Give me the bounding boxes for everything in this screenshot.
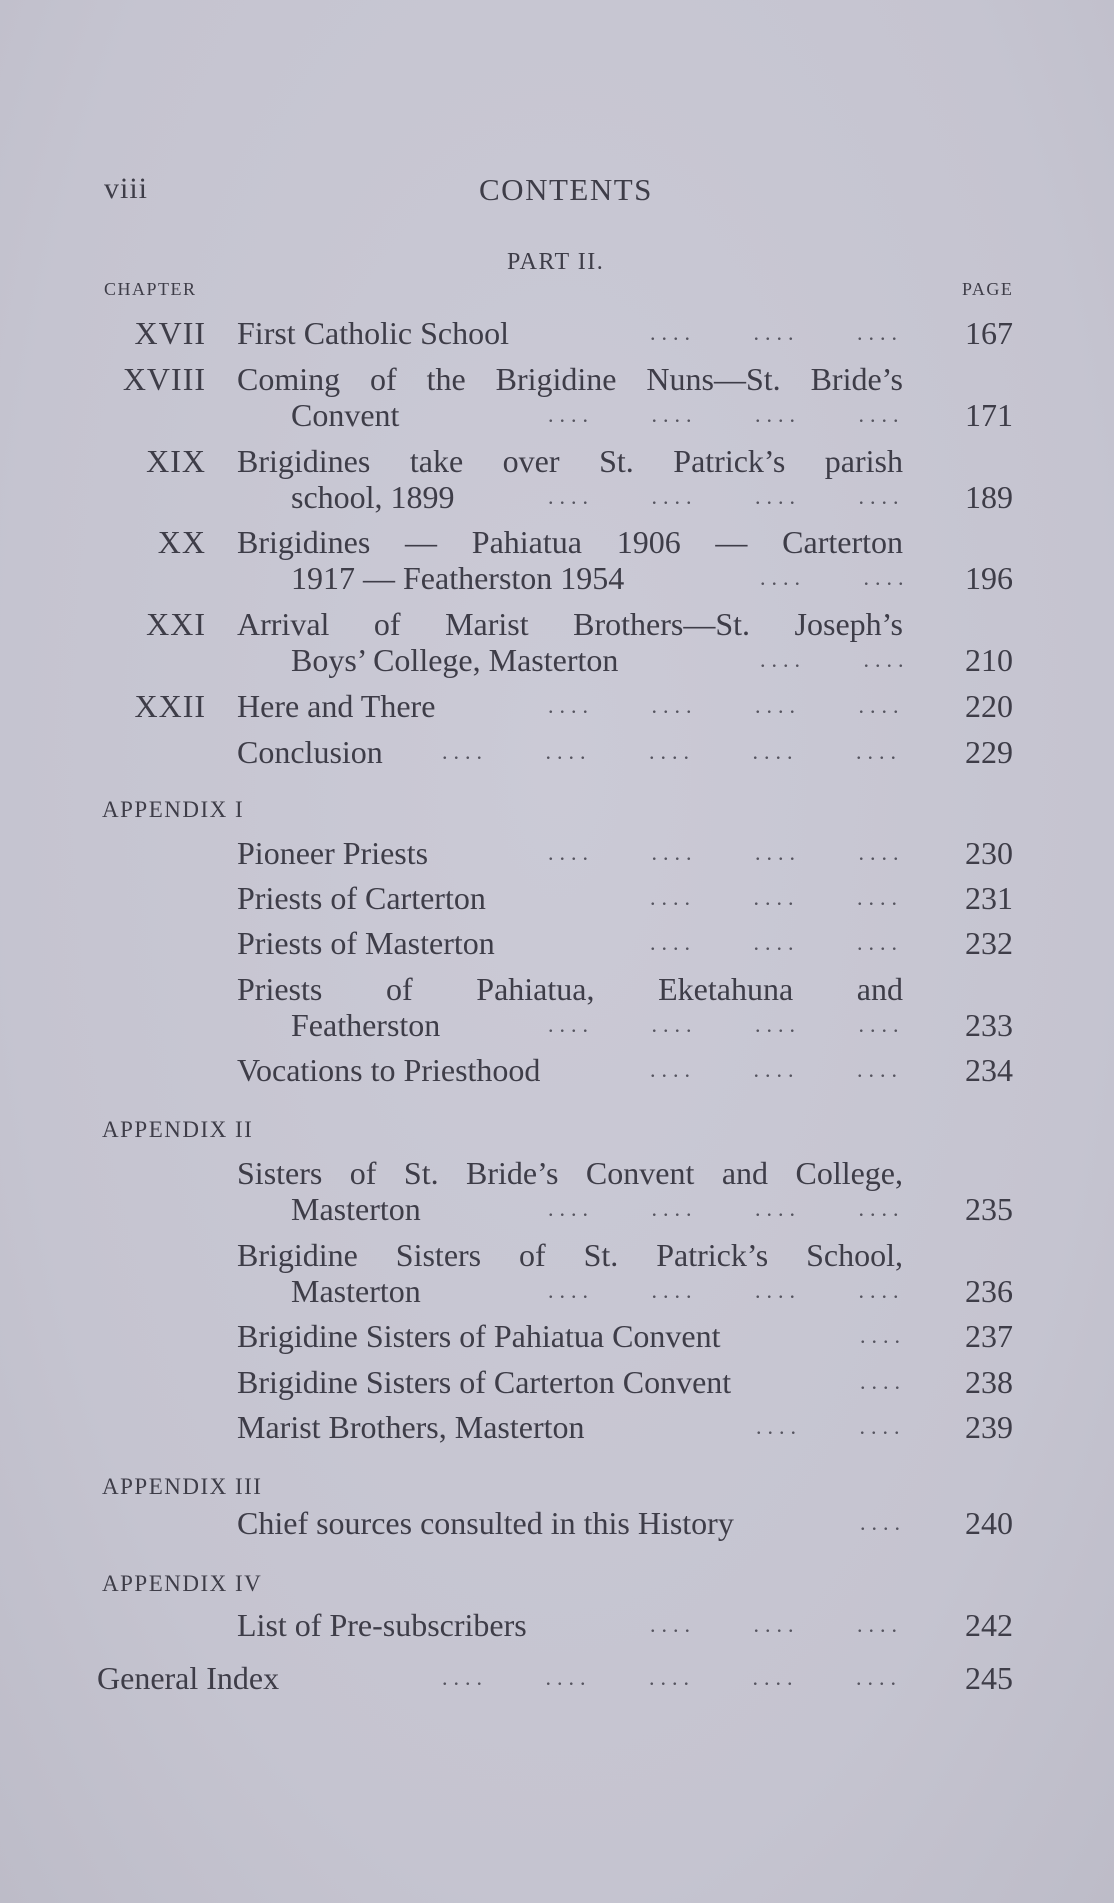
page-number: 229	[965, 734, 1013, 770]
entry-title-cont: Featherston	[291, 1007, 441, 1043]
page-number: 242	[965, 1607, 1013, 1643]
entry-title-cont: Masterton	[291, 1273, 421, 1309]
entry-title: Conclusion	[237, 734, 383, 770]
page-number: 237	[965, 1318, 1013, 1354]
page-number: 239	[965, 1409, 1013, 1445]
page-number: 220	[965, 688, 1013, 724]
entry-title: Marist Brothers, Masterton	[237, 1409, 585, 1445]
page-title: CONTENTS	[479, 172, 653, 207]
page-folio: viii	[104, 172, 149, 205]
dot-leader: .... .... ....	[650, 885, 903, 910]
dot-leader: .... .... .... ....	[548, 484, 905, 509]
page-column-header: PAGE	[962, 279, 1014, 299]
chapter-number: XX	[157, 524, 206, 560]
page-number: 240	[965, 1505, 1013, 1541]
entry-title: Vocations to Priesthood	[237, 1052, 541, 1088]
dot-leader: .... .... .... ....	[548, 840, 905, 865]
page-number: 189	[965, 479, 1013, 515]
dot-leader: .... .... .... ....	[548, 693, 905, 718]
dot-leader: .... ....	[756, 1414, 906, 1439]
dot-leader: .... .... .... .... ....	[442, 739, 902, 764]
dot-leader: .... ....	[760, 647, 910, 672]
dot-leader: .... .... .... .... ....	[442, 1665, 902, 1690]
dot-leader: .... .... ....	[650, 930, 903, 955]
page-number: 210	[965, 642, 1013, 678]
page-number: 231	[965, 880, 1013, 916]
entry-title: Pioneer Priests	[237, 835, 429, 871]
dot-leader: ....	[860, 1369, 906, 1394]
chapter-number: XIX	[146, 443, 206, 479]
entry-title: Chief sources consulted in this History	[237, 1505, 734, 1541]
page-number: 234	[965, 1052, 1013, 1088]
entry-title: Priests of Carterton	[237, 880, 486, 916]
entry-title: Here and There	[237, 688, 436, 724]
page-number: 196	[965, 560, 1013, 596]
entry-title: Priests of Pahiatua, Eketahuna and	[237, 971, 903, 1007]
chapter-number: XVIII	[122, 361, 206, 397]
entry-title-cont: Boys’ College, Masterton	[291, 642, 619, 678]
entry-title: Sisters of St. Bride’s Convent and College,	[237, 1155, 903, 1191]
entry-title-cont: school, 1899	[291, 479, 455, 515]
entry-title: List of Pre-subscribers	[237, 1607, 527, 1643]
dot-leader: .... .... .... ....	[548, 1012, 905, 1037]
chapter-number: XXII	[134, 688, 206, 724]
appendix-heading: APPENDIX II	[102, 1117, 254, 1142]
page-number: 167	[965, 315, 1013, 351]
chapter-column-header: CHAPTER	[104, 279, 197, 299]
entry-title: Brigidine Sisters of St. Patrick’s School,	[237, 1237, 903, 1273]
page-number: 233	[965, 1007, 1013, 1043]
page-number: 235	[965, 1191, 1013, 1227]
page-number: 171	[965, 397, 1013, 433]
entry-title: Brigidine Sisters of Pahiatua Convent	[237, 1318, 721, 1354]
dot-leader: .... .... .... ....	[548, 402, 905, 427]
appendix-heading: APPENDIX III	[102, 1474, 263, 1499]
appendix-heading: APPENDIX IV	[102, 1571, 263, 1596]
chapter-number: XXI	[146, 606, 206, 642]
entry-title: First Catholic School	[237, 315, 509, 351]
dot-leader: .... .... .... ....	[548, 1196, 905, 1221]
entry-title-cont: Convent	[291, 397, 400, 433]
dot-leader: ....	[860, 1510, 906, 1535]
dot-leader: .... .... .... ....	[548, 1278, 905, 1303]
part-label: PART II.	[507, 249, 605, 275]
entry-title-cont: 1917 — Featherston 1954	[291, 560, 625, 596]
entry-title: General Index	[97, 1660, 280, 1696]
page-number: 245	[965, 1660, 1013, 1696]
dot-leader: .... .... ....	[650, 1612, 903, 1637]
entry-title: Priests of Masterton	[237, 925, 495, 961]
chapter-number: XVII	[134, 315, 206, 351]
entry-title: Brigidines take over St. Patrick’s parish	[237, 443, 903, 479]
page-number: 230	[965, 835, 1013, 871]
entry-title: Brigidines — Pahiatua 1906 — Carterton	[237, 524, 903, 560]
dot-leader: .... .... ....	[650, 320, 903, 345]
page-number: 238	[965, 1364, 1013, 1400]
entry-title: Coming of the Brigidine Nuns—St. Bride’s	[237, 361, 903, 397]
dot-leader: .... ....	[760, 565, 910, 590]
entry-title-cont: Masterton	[291, 1191, 421, 1227]
dot-leader: ....	[860, 1323, 906, 1348]
entry-title: Brigidine Sisters of Carterton Convent	[237, 1364, 732, 1400]
dot-leader: .... .... ....	[650, 1057, 903, 1082]
page-number: 236	[965, 1273, 1013, 1309]
page-number: 232	[965, 925, 1013, 961]
entry-title: Arrival of Marist Brothers—St. Joseph’s	[237, 606, 903, 642]
appendix-heading: APPENDIX I	[102, 797, 245, 822]
